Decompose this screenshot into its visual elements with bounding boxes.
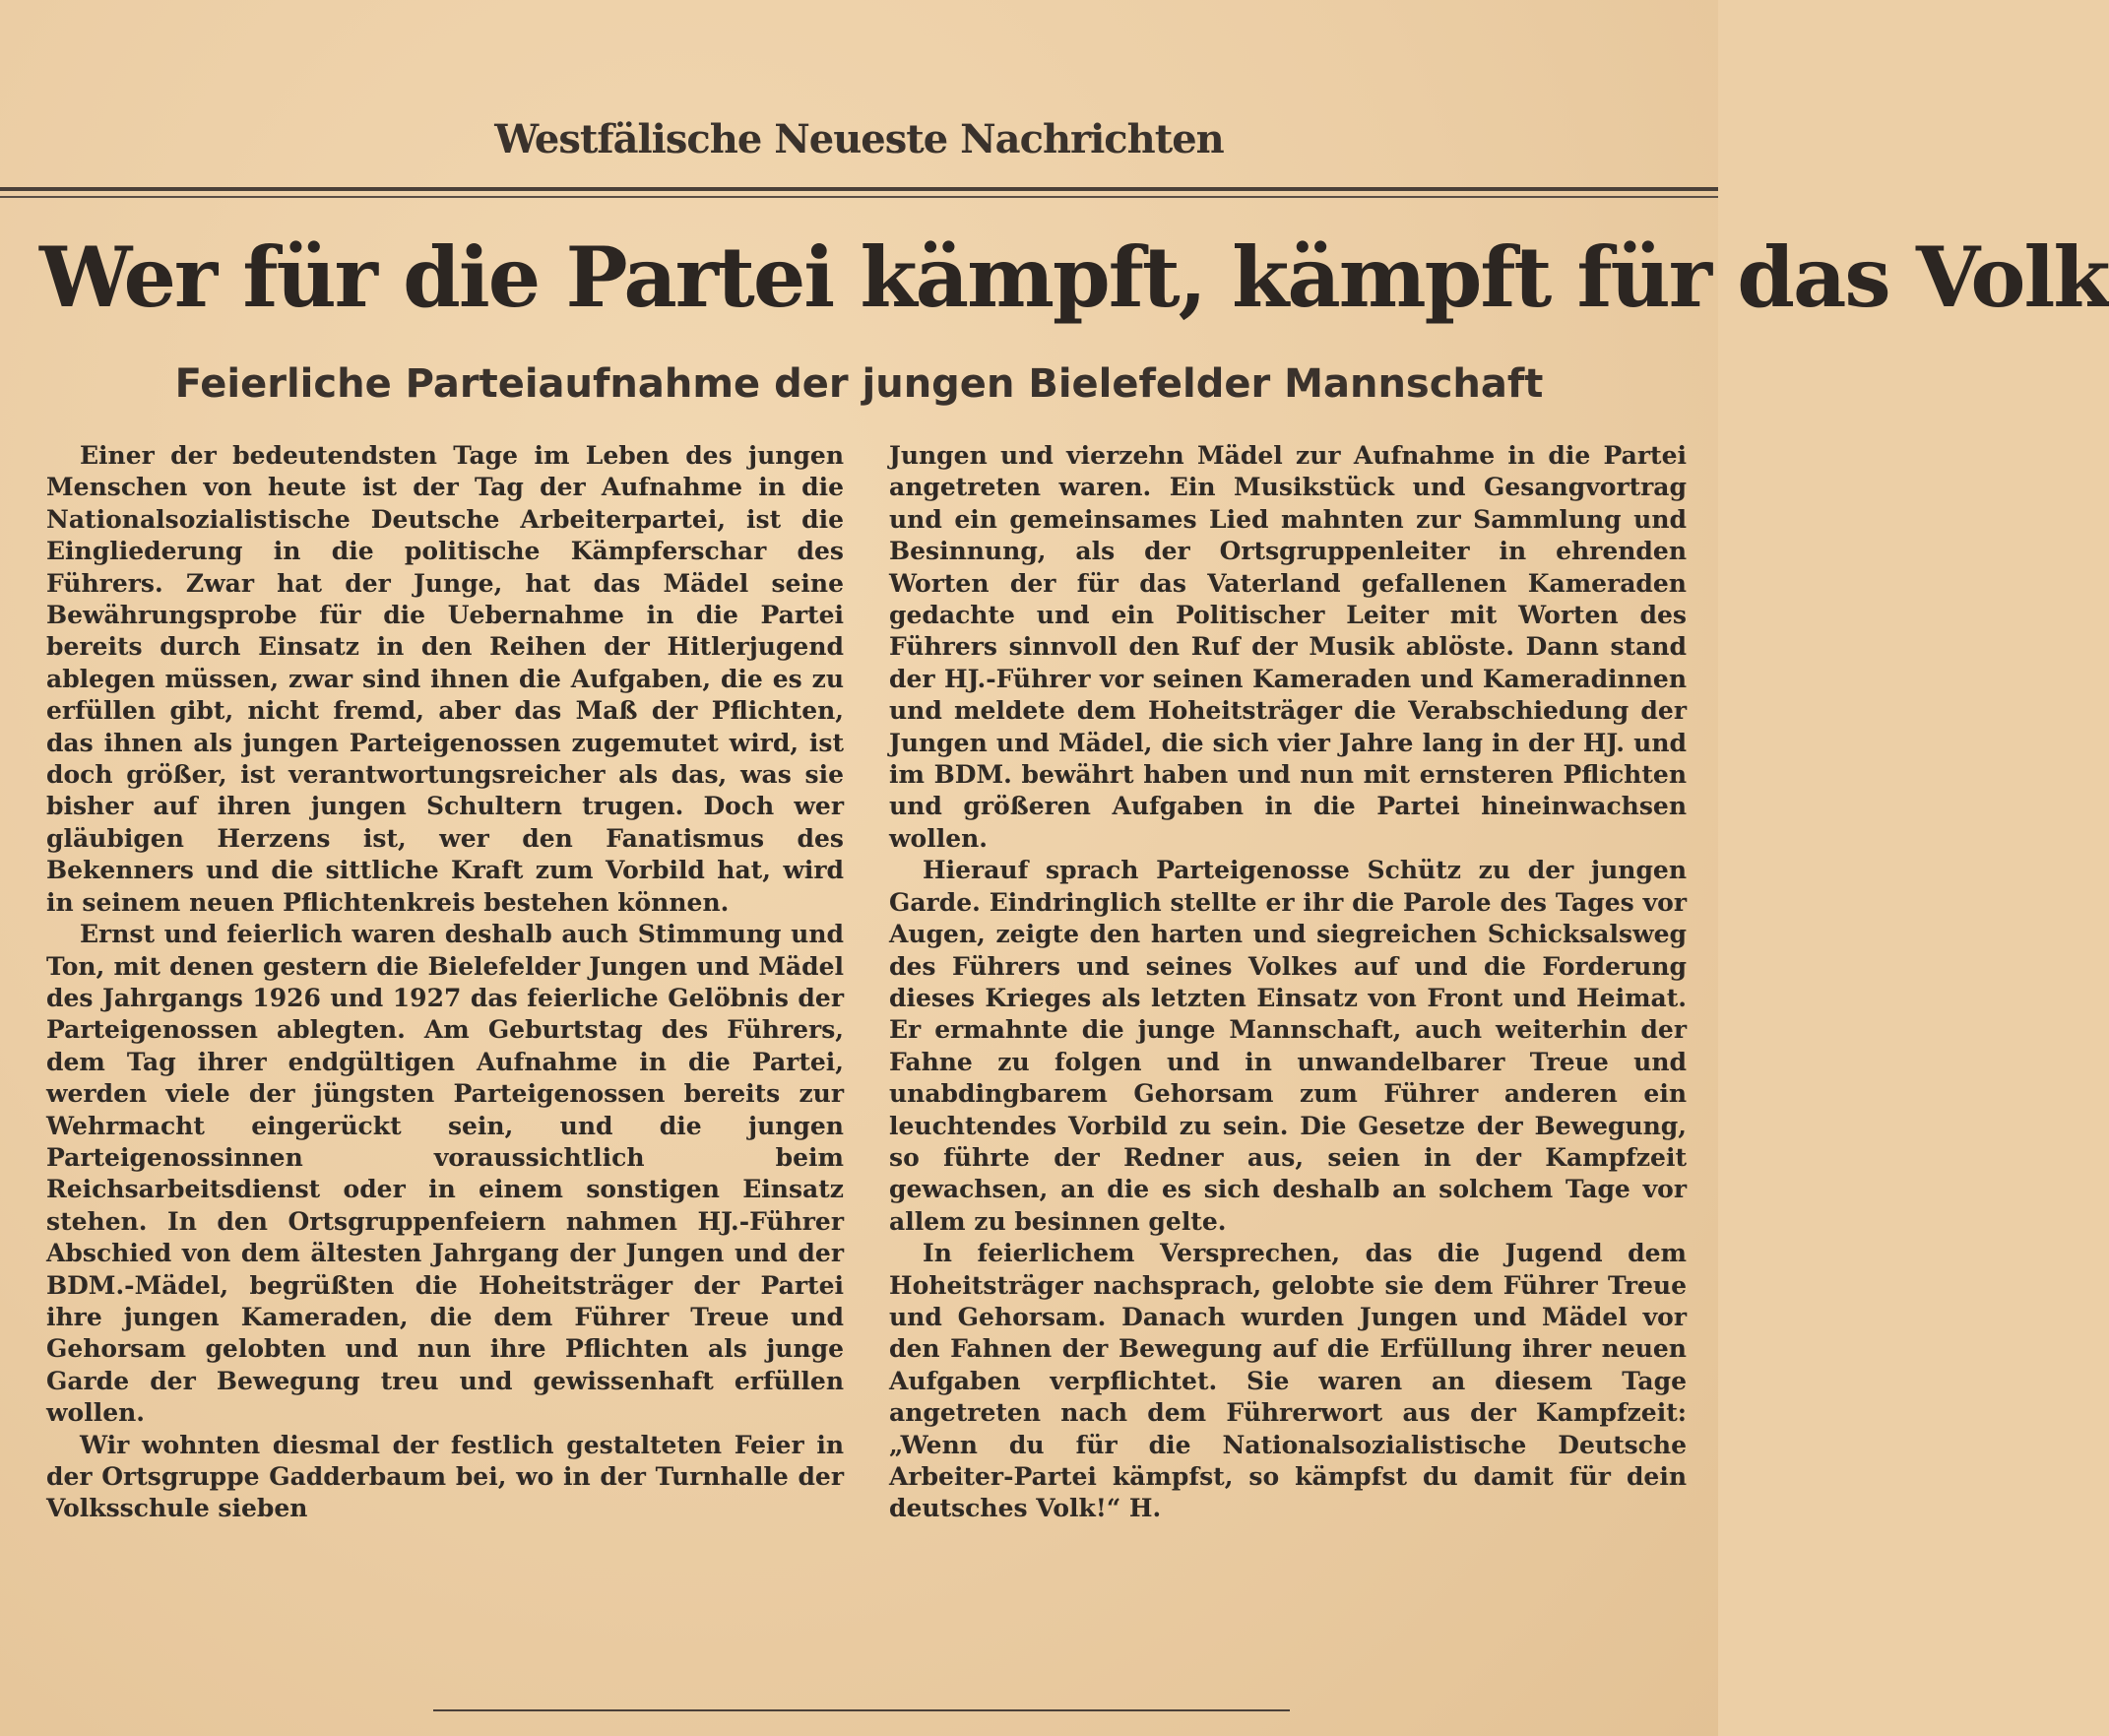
article-paragraph: Hierauf sprach Parteigenosse Schütz zu der jungen Garde. Eindringlich stellte er ihr die Parole des Tages vor Augen, zeigte den harten und siegreichen Schicksalsweg des Führers und seines Volkes auf und die Forderung dieses Krieges als letzten Einsatz von Front und Heimat. Er ermahnte die junge Mannschaft, auch weiterhin der Fahne zu folgen und in unwandelbarer Treue und unabdingbarem Gehorsam zum Führer anderen ein leuchtendes Vorbild zu sein. Die Gesetze der Bewegung, so führte der Redner aus, seien in der Kampfzeit gewachsen, an die es sich deshalb an solchem Tage vor allem zu besinnen gelte. bbox=[889, 856, 1687, 1236]
article-paragraph: Ernst und feierlich waren deshalb auch Stimmung und Ton, mit denen gestern die Bielefelder Jungen und Mädel des Jahrgangs 1926 und 1927 das feierliche Gelöbnis der Parteigenossen ablegten. Am Geburtstag des Führers, dem Tag ihrer endgültigen Aufnahme in die Partei, werden viele der jüngsten Parteigenossen bereits zur Wehrmacht eingerückt sein, und die jungen Parteigenossinnen voraussichtlich beim Reichsarbeitsdienst oder in einem sonstigen Einsatz stehen. In den Ortsgruppenfeiern nahmen HJ.-Führer Abschied von dem ältesten Jahrgang der Jungen und der BDM.-Mädel, begrüßten die Hoheitsträger der Partei ihre jungen Kameraden, die dem Führer Treue und Gehorsam gelobten und nun ihre Pflichten als junge Garde der Bewegung treu und gewissenhaft erfüllen wollen. bbox=[46, 920, 844, 1428]
subheadline: Feierliche Parteiaufnahme der jungen Bielefelder Mannschaft bbox=[174, 361, 1544, 407]
article-paragraph: Wir wohnten diesmal der festlich gestalteten Feier in der Ortsgruppe Gadderbaum bei, wo in der Turnhalle der Volksschule sieben bbox=[46, 1430, 844, 1523]
masthead: Westfälische Neueste Nachrichten bbox=[494, 116, 1224, 162]
article-paragraph: Jungen und vierzehn Mädel zur Aufnahme in die Partei angetreten waren. Ein Musikstück und Gesangvortrag und ein gemeinsames Lied mahnten zur Sammlung und Besinnung, als der Ortsgruppenleiter in ehrenden Worten der für das Vaterland gefallenen Kameraden gedachte und ein Politischer Leiter mit Worten des Führers sinnvoll den Ruf der Musik ablöste. Dann stand der HJ.-Führer vor seinen Kameraden und Kameradinnen und meldete dem Hoheitsträger die Verabschiedung der Jungen und Mädel, die sich vier Jahre lang in der HJ. und im BDM. bewährt haben und nun mit ernsteren Pflichten und größeren Aufgaben in die Partei hineinwachsen wollen. bbox=[889, 441, 1687, 853]
bottom-rule bbox=[433, 1709, 1290, 1711]
article-paragraph: In feierlichem Versprechen, das die Jugend dem Hoheitsträger nachsprach, gelobte sie dem Führer Treue und Gehorsam. Danach wurden Jungen und Mädel vor den Fahnen der Bewegung auf die Erfüllung ihrer neuen Aufgaben verpflichtet. Sie waren an diesem Tage angetreten nach dem Führerwort aus der Kampfzeit: „Wenn du für die Nationalsozialistische Deutsche Arbeiter-Partei kämpfst, so kämpfst du damit für dein deutsches Volk!“ H. bbox=[889, 1239, 1687, 1523]
top-rule bbox=[0, 187, 1718, 191]
headline: Wer für die Partei kämpft, kämpft für das Volk bbox=[39, 228, 2109, 326]
article-column-right bbox=[889, 440, 1687, 1525]
top-rule-thin bbox=[0, 196, 1718, 198]
article-paragraph: Einer der bedeutendsten Tage im Leben des jungen Menschen von heute ist der Tag der Aufnahme in die Nationalsozialistische Deutsche Arbeiterpartei, ist die Eingliederung in die politische Kämpferschar des Führers. Zwar hat der Junge, hat das Mädel seine Bewährungsprobe für die Uebernahme in die Partei bereits durch Einsatz in den Reihen der Hitlerjugend ablegen müssen, zwar sind ihnen die Aufgaben, die es zu erfüllen gibt, nicht fremd, aber das Maß der Pflichten, das ihnen als jungen Parteigenossen zugemutet wird, ist doch größer, ist verantwortungsreicher als das, was sie bisher auf ihren jungen Schultern trugen. Doch wer gläubigen Herzens ist, wer den Fanatismus des Bekenners und die sittliche Kraft zum Vorbild hat, wird in seinem neuen Pflichtenkreis bestehen können. bbox=[46, 441, 844, 917]
article-column-left bbox=[46, 440, 844, 1525]
